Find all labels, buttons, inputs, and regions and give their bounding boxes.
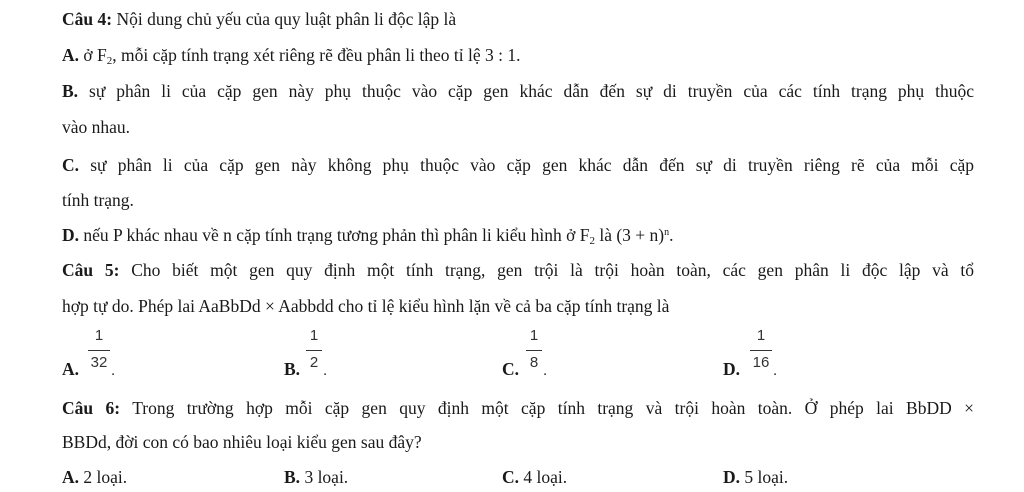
q5-option-b-period: . [323, 362, 328, 379]
q4-option-d-text-post: . [669, 225, 674, 245]
q4-option-b[interactable] [62, 80, 974, 102]
q5-option-a-letter: A. [62, 359, 80, 379]
q4-option-d[interactable] [62, 224, 974, 246]
fraction-bar [750, 350, 772, 351]
q5-option-c-denominator: 8 [529, 354, 539, 371]
q6-option-d-text: 5 loại. [740, 467, 789, 487]
q5-option-c[interactable] [502, 324, 562, 380]
q4-option-a-text-pre: ở F [79, 45, 107, 65]
q6-option-a-text: 2 loại. [79, 467, 128, 487]
q4-option-c-text-line2: tính trạng. [62, 190, 134, 210]
q4-option-a-text-post: , mỗi cặp tính trạng xét riêng rẽ đều phân li theo tỉ lệ 3 : 1. [112, 45, 521, 65]
q4-option-d-text-pre: nếu P khác nhau về n cặp tính trạng tương phản thì phân li kiểu hình ở F [79, 225, 590, 245]
q5-option-b-denominator: 2 [309, 354, 319, 371]
q4-option-a[interactable] [62, 44, 974, 66]
q6-option-a-letter: A. [62, 467, 80, 487]
q6-stem-line1: Trong trường hợp mỗi cặp gen quy định một cặp tính trạng và trội hoàn toàn. Ở phép lai BbDD × [120, 398, 974, 418]
q5-option-c-letter: C. [502, 359, 520, 379]
q5-option-d-fraction [750, 324, 772, 372]
q5-option-b-numerator: 1 [309, 327, 319, 344]
q5-option-a-numerator: 1 [94, 327, 104, 344]
q5-option-a-fraction [88, 324, 110, 372]
q5-option-a-period: . [111, 362, 116, 379]
q5-option-c-fraction [526, 324, 542, 372]
q6-option-d[interactable] [723, 466, 788, 488]
q6-stem-line2: BBDd, đời con có bao nhiêu loại kiểu gen sau đây? [62, 432, 422, 452]
q5-label: Câu 5: [62, 260, 120, 280]
q6-option-c-letter: C. [502, 467, 520, 487]
q4-option-b-text-line2: vào nhau. [62, 117, 131, 137]
q4-option-d-sup: n [664, 227, 670, 238]
q5-stem-line2: hợp tự do. Phép lai AaBbDd × Aabbdd cho tỉ lệ kiểu hình lặn về cả ba cặp tính trạng là [62, 296, 670, 316]
q4-option-c[interactable] [62, 154, 974, 176]
q5-option-c-period: . [543, 362, 548, 379]
q5-option-b-letter: B. [284, 359, 301, 379]
q5-stem-continued [62, 295, 974, 317]
q4-option-b-text-line1: sự phân li của cặp gen này phụ thuộc vào cặp gen khác dẫn đến sự di truyền của các tính trạng phụ thuộc [78, 81, 974, 101]
q6-label: Câu 6: [62, 398, 121, 418]
fraction-bar [306, 350, 322, 351]
q4-option-b-letter: B. [62, 81, 79, 101]
q5-option-a[interactable] [62, 324, 122, 380]
q4-option-c-letter: C. [62, 155, 80, 175]
q5-stem [62, 259, 974, 281]
q4-option-c-continued [62, 189, 974, 211]
q4-option-b-continued [62, 116, 974, 138]
q6-option-b[interactable] [284, 466, 348, 488]
q6-option-b-letter: B. [284, 467, 301, 487]
q6-stem-continued [62, 431, 974, 453]
q6-option-c-text: 4 loại. [519, 467, 568, 487]
q5-stem-line1: Cho biết một gen quy định một tính trạng, gen trội là trội hoàn toàn, các gen phân li độc lập và tổ [119, 260, 974, 280]
q5-option-a-denominator: 32 [90, 354, 108, 371]
q4-label: Câu 4: [62, 9, 113, 29]
q6-stem [62, 397, 974, 419]
q4-stem [62, 8, 974, 30]
q5-option-b[interactable] [284, 324, 344, 380]
q4-option-a-sub: 2 [106, 55, 113, 67]
q5-option-d-denominator: 16 [752, 354, 770, 371]
q4-option-a-letter: A. [62, 45, 80, 65]
q4-option-d-sub: 2 [589, 235, 595, 247]
q4-option-d-letter: D. [62, 225, 80, 245]
q5-option-d-letter: D. [723, 359, 741, 379]
q4-option-d-text-mid: là (3 + n) [594, 225, 665, 245]
q6-option-c[interactable] [502, 466, 567, 488]
q4-stem-text: Nội dung chủ yếu của quy luật phân li độc lập là [112, 9, 457, 29]
q6-option-a[interactable] [62, 466, 127, 488]
q6-option-d-letter: D. [723, 467, 741, 487]
q5-option-b-fraction [306, 324, 322, 372]
q5-option-c-numerator: 1 [529, 327, 539, 344]
q5-option-d-numerator: 1 [756, 327, 766, 344]
q5-option-d-period: . [773, 362, 778, 379]
fraction-bar [526, 350, 542, 351]
q5-option-d[interactable] [723, 324, 793, 380]
fraction-bar [88, 350, 110, 351]
q6-option-b-text: 3 loại. [300, 467, 349, 487]
q4-option-c-text-line1: sự phân li của cặp gen này không phụ thuộc vào cặp gen khác dẫn đến sự di truyền riêng rẽ của mỗi cặp [79, 155, 974, 175]
